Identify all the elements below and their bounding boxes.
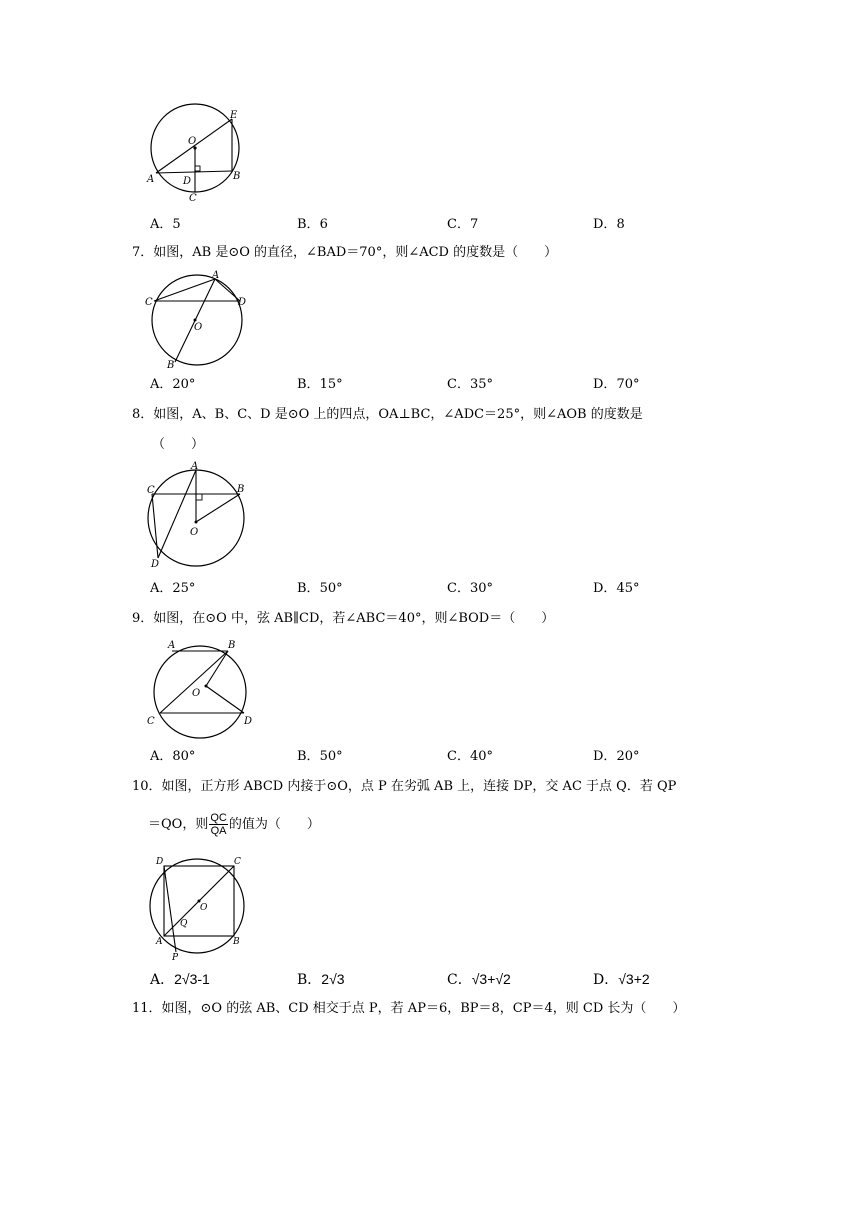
- q7-option-c[interactable]: C．35°: [447, 377, 493, 392]
- q10-fraction: $\frac{QC}{QA}$: [210, 812, 227, 837]
- label-O: O: [200, 903, 208, 913]
- q8-figure: [140, 460, 252, 572]
- q10-stem-line1: 10．如图，正方形 ABCD 内接于⊙O，点 P 在劣弧 AB 上，连接 DP，交 AC 于点 Q．若 QP: [132, 779, 677, 794]
- q6-option-b[interactable]: B．6: [297, 217, 328, 232]
- label-D: D: [238, 297, 247, 308]
- q9-figure: [144, 634, 260, 742]
- label-B: B: [233, 937, 240, 947]
- label-A: A: [191, 461, 199, 472]
- label-P: P: [172, 953, 179, 963]
- q10-figure: [144, 852, 254, 964]
- label-C: C: [147, 716, 155, 727]
- q8-stem-line2: （ ）: [152, 437, 205, 452]
- q6-option-c[interactable]: C．7: [447, 217, 479, 232]
- label-B: B: [228, 640, 236, 651]
- q8-stem-line1: 8．如图，A、B、C、D 是⊙O 上的四点，OA⊥BC，∠ADC＝25°，则∠AOB 的度数是: [132, 407, 643, 422]
- q8-option-d[interactable]: D．45°: [593, 581, 640, 596]
- q7-option-d[interactable]: D．70°: [593, 377, 640, 392]
- q9-option-c[interactable]: C．40°: [447, 749, 493, 764]
- label-Q: Q: [180, 919, 188, 929]
- q6-option-a[interactable]: A．5: [150, 217, 181, 232]
- q9-stem: 9．如图，在⊙O 中，弦 AB∥CD，若∠ABC＝40°，则∠BOD＝（ ）: [132, 611, 555, 626]
- q7-stem: 7．如图，AB 是⊙O 的直径，∠BAD＝70°，则∠ACD 的度数是（ ）: [132, 245, 558, 260]
- q11-stem: 11．如图，⊙O 的弦 AB、CD 相交于点 P，若 AP＝6，BP＝8，CP＝4，则 CD 长为（ ）: [132, 1001, 686, 1016]
- q10-option-d[interactable]: D．√3+2: [593, 971, 650, 988]
- label-A: A: [147, 174, 155, 185]
- label-B: B: [233, 171, 241, 182]
- q9-option-a[interactable]: A．80°: [150, 749, 196, 764]
- q10-option-a[interactable]: A．2√3-1: [150, 971, 210, 988]
- label-C: C: [147, 485, 155, 496]
- label-B: B: [167, 360, 175, 371]
- label-O: O: [194, 322, 203, 333]
- q8-option-b[interactable]: B．50°: [297, 581, 343, 596]
- q7-figure: [142, 270, 252, 370]
- label-C: C: [145, 297, 153, 308]
- label-O: O: [188, 136, 197, 147]
- q7-option-b[interactable]: B．15°: [297, 377, 343, 392]
- q6-option-d[interactable]: D．8: [593, 217, 625, 232]
- q9-option-d[interactable]: D．20°: [593, 749, 640, 764]
- label-D: D: [151, 559, 160, 570]
- label-A: A: [156, 937, 163, 947]
- label-A: A: [212, 270, 220, 281]
- label-C: C: [234, 857, 241, 867]
- q10-option-c[interactable]: C．√3+√2: [447, 971, 511, 988]
- label-D: D: [244, 716, 253, 727]
- label-C: C: [189, 193, 197, 204]
- q10-stem-line2: ＝QO，则 $\frac{QC}{QA}$ 的值为（ ）: [148, 812, 320, 837]
- q6-figure: [140, 100, 250, 208]
- q10-option-b[interactable]: B．2√3: [297, 971, 345, 988]
- label-B: B: [237, 484, 245, 495]
- q9-option-b[interactable]: B．50°: [297, 749, 343, 764]
- label-E: E: [230, 110, 238, 121]
- label-D: D: [156, 857, 164, 867]
- label-A: A: [168, 640, 176, 651]
- label-D: D: [183, 176, 192, 187]
- q8-option-c[interactable]: C．30°: [447, 581, 493, 596]
- q7-option-a[interactable]: A．20°: [150, 377, 196, 392]
- q8-option-a[interactable]: A．25°: [150, 581, 196, 596]
- label-O: O: [190, 527, 199, 538]
- label-O: O: [192, 688, 201, 699]
